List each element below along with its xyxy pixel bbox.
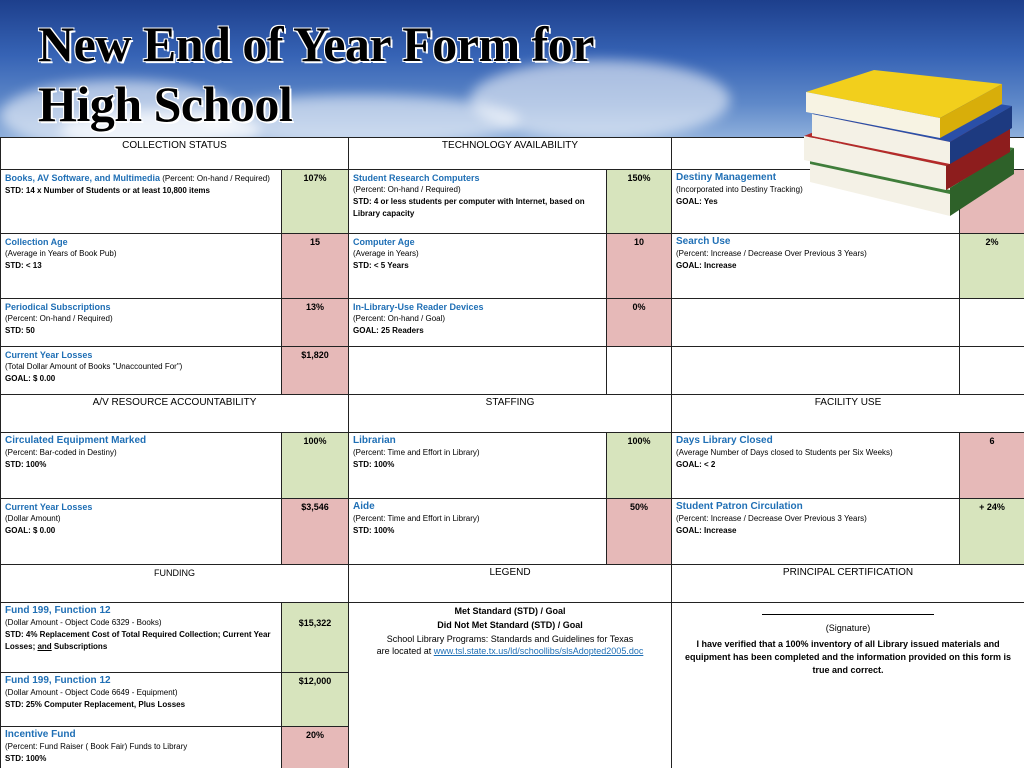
fund-equipment-desc: (Dollar Amount - Object Code 6649 - Equipment) (5, 688, 178, 698)
destiny-management-desc: (Incorporated into Destiny Tracking) (676, 185, 803, 194)
search-use-std: GOAL: Increase (676, 261, 737, 270)
research-computers-value: 150% (607, 170, 672, 234)
fund-books-name: Fund 199, Function 12 (5, 605, 111, 616)
fund-books-std-and: and (37, 642, 52, 651)
reader-devices-cell (349, 299, 607, 347)
collection-losses-std: GOAL: $ 0.00 (5, 374, 56, 383)
aide-value: 50% (607, 499, 672, 565)
books-av-name: Books, AV Software, and Multimedia (5, 173, 161, 183)
patron-circulation-desc: (Percent: Increase / Decrease Over Previous 3 Years) (676, 514, 867, 523)
incentive-fund-name: Incentive Fund (5, 728, 76, 740)
technology-availability-header: TECHNOLOGY AVAILABILITY (349, 138, 672, 170)
destiny-management-name: Destiny Management (676, 172, 777, 183)
principal-certification-header: PRINCIPAL CERTIFICATION (672, 565, 1024, 603)
empty-cell (607, 347, 672, 395)
collection-age-name: Collection Age (5, 237, 68, 247)
search-use-name: Search Use (676, 236, 731, 247)
staffing-header: STAFFING (349, 395, 672, 433)
signature-label: (Signature) (825, 623, 871, 633)
patron-circulation-cell (672, 499, 960, 565)
books-av-std: STD: 14 x Number of Students or at least 10,800 items (5, 186, 210, 195)
table-row (1, 499, 1024, 565)
section-header-row (1, 395, 1024, 433)
days-closed-std: GOAL: < 2 (676, 460, 716, 469)
periodical-desc: (Percent: On-hand / Required) (5, 314, 113, 323)
reader-devices-std: GOAL: 25 Readers (353, 326, 424, 335)
aide-std: STD: 100% (353, 526, 395, 535)
search-use-desc: (Percent: Increase / Decrease Over Previous 3 Years) (676, 249, 867, 258)
table-row (1, 234, 1024, 299)
collection-losses-value: $1,820 (282, 347, 349, 395)
equipment-marked-std: STD: 100% (5, 460, 47, 469)
facility-use-header: FACILITY USE (672, 395, 1024, 433)
days-closed-desc: (Average Number of Days closed to Students per Six Weeks) (676, 448, 893, 457)
fund-books-value: $15,322 (282, 603, 349, 673)
table-row (1, 347, 1024, 395)
collection-age-std: STD: < 13 (5, 261, 42, 270)
computer-age-desc: (Average in Years) (353, 249, 419, 258)
certification-cell (672, 603, 1024, 768)
research-computers-cell (349, 170, 607, 234)
table-row (1, 299, 1024, 347)
equipment-marked-cell (1, 433, 282, 499)
page-title (38, 14, 594, 134)
librarian-name: Librarian (353, 435, 396, 446)
legend-spacer (353, 657, 667, 768)
research-computers-desc: (Percent: On-hand / Required) (353, 185, 461, 194)
empty-cell (960, 347, 1024, 395)
fund-equipment-std: STD: 25% Computer Replacement, Plus Losses (5, 700, 186, 710)
books-av-cell (1, 170, 282, 234)
research-computers-std: STD: 4 or less students per computer with Internet, based on Library capacity (353, 197, 585, 218)
librarian-cell (349, 433, 607, 499)
reader-devices-value: 0% (607, 299, 672, 347)
fund-books-std (5, 629, 277, 653)
collection-age-value: 15 (282, 234, 349, 299)
av-losses-cell (1, 499, 282, 565)
legend-location (353, 645, 667, 657)
patron-circulation-value: + 24% (960, 499, 1024, 565)
books-av-note: (Percent: On-hand / Required) (160, 174, 270, 183)
legend-programs: School Library Programs: Standards and Guidelines for Texas (386, 634, 634, 644)
collection-losses-desc: (Total Dollar Amount of Books "Unaccounted For") (5, 362, 183, 371)
aide-desc: (Percent: Time and Effort in Library) (353, 514, 480, 523)
title-line-2: High School (38, 76, 293, 132)
collection-status-header: COLLECTION STATUS (1, 138, 349, 170)
legend-located-text: are located at (376, 646, 434, 656)
periodical-std: STD: 50 (5, 326, 35, 335)
computer-age-name: Computer Age (353, 237, 415, 247)
computer-age-std: STD: < 5 Years (353, 261, 409, 270)
empty-cell (349, 347, 607, 395)
av-losses-std: GOAL: $ 0.00 (5, 526, 56, 535)
funding-header: FUNDING (1, 565, 349, 603)
equipment-marked-desc: (Percent: Bar-coded in Destiny) (5, 448, 117, 457)
aide-name: Aide (353, 501, 375, 512)
av-losses-value: $3,546 (282, 499, 349, 565)
librarian-desc: (Percent: Time and Effort in Library) (353, 448, 480, 457)
librarian-value: 100% (607, 433, 672, 499)
research-computers-name: Student Research Computers (353, 173, 480, 183)
search-use-cell (672, 234, 960, 299)
periodical-name: Periodical Subscriptions (5, 302, 111, 312)
signature-line[interactable] (676, 605, 1020, 622)
periodical-cell (1, 299, 282, 347)
librarian-std: STD: 100% (353, 460, 395, 469)
fund-equipment-cell (1, 673, 282, 726)
search-use-value: 2% (960, 234, 1024, 299)
legend-header: LEGEND (349, 565, 672, 603)
stacked-books-icon (800, 70, 1024, 230)
incentive-fund-std: STD: 100% (5, 753, 47, 763)
incentive-fund-value: 20% (282, 726, 349, 768)
computer-age-cell (349, 234, 607, 299)
collection-age-desc: (Average in Years of Book Pub) (5, 249, 117, 258)
legend-not-met: Did Not Met Standard (STD) / Goal (437, 620, 583, 630)
empty-cell (672, 347, 960, 395)
books-av-value: 107% (282, 170, 349, 234)
collection-losses-cell (1, 347, 282, 395)
standards-link[interactable]: www.tsl.state.tx.us/ld/schoollibs/slsAdopted2005.doc (433, 646, 644, 656)
days-closed-cell (672, 433, 960, 499)
empty-cell (960, 299, 1024, 347)
destiny-management-std: GOAL: Yes (676, 197, 718, 206)
patron-circulation-name: Student Patron Circulation (676, 501, 803, 512)
fund-books-std-subscriptions: Subscriptions (51, 642, 108, 651)
empty-cell (672, 299, 960, 347)
av-losses-desc: (Dollar Amount) (5, 514, 61, 523)
equipment-marked-name: Circulated Equipment Marked (5, 435, 147, 446)
aide-cell (349, 499, 607, 565)
fund-books-desc: (Dollar Amount - Object Code 6329 - Books) (5, 618, 162, 627)
table-row (1, 603, 1024, 673)
days-closed-name: Days Library Closed (676, 435, 773, 446)
collection-age-cell (1, 234, 282, 299)
end-of-year-form-table (0, 137, 1024, 768)
certification-text: I have verified that a 100% inventory of all Library issued materials and equipment has been completed and the information provided on this form is true and correct. (685, 639, 1012, 675)
section-header-row (1, 565, 1024, 603)
computer-age-value: 10 (607, 234, 672, 299)
fund-books-cell (1, 603, 282, 673)
fund-equipment-value: $12,000 (282, 673, 349, 726)
av-losses-name: Current Year Losses (5, 502, 93, 512)
av-resource-header: A/V RESOURCE ACCOUNTABILITY (1, 395, 349, 433)
reader-devices-name: In-Library-Use Reader Devices (353, 302, 484, 312)
incentive-fund-cell (1, 726, 282, 768)
patron-circulation-std: GOAL: Increase (676, 526, 737, 535)
title-line-1: New End of Year Form for (38, 16, 594, 72)
reader-devices-desc: (Percent: On-hand / Goal) (353, 314, 446, 323)
fund-equipment-name: Fund 199, Function 12 (5, 675, 111, 687)
legend-cell (349, 603, 672, 768)
legend-met: Met Standard (STD) / Goal (454, 606, 566, 616)
periodical-value: 13% (282, 299, 349, 347)
days-closed-value: 6 (960, 433, 1024, 499)
collection-losses-name: Current Year Losses (5, 350, 93, 360)
table-row (1, 433, 1024, 499)
equipment-marked-value: 100% (282, 433, 349, 499)
incentive-fund-desc: (Percent: Fund Raiser ( Book Fair) Funds to Library (5, 741, 188, 751)
fund-books-std-text: STD: 4% Replacement Cost of Total Required Collection; Current Year Losses; (5, 630, 271, 651)
